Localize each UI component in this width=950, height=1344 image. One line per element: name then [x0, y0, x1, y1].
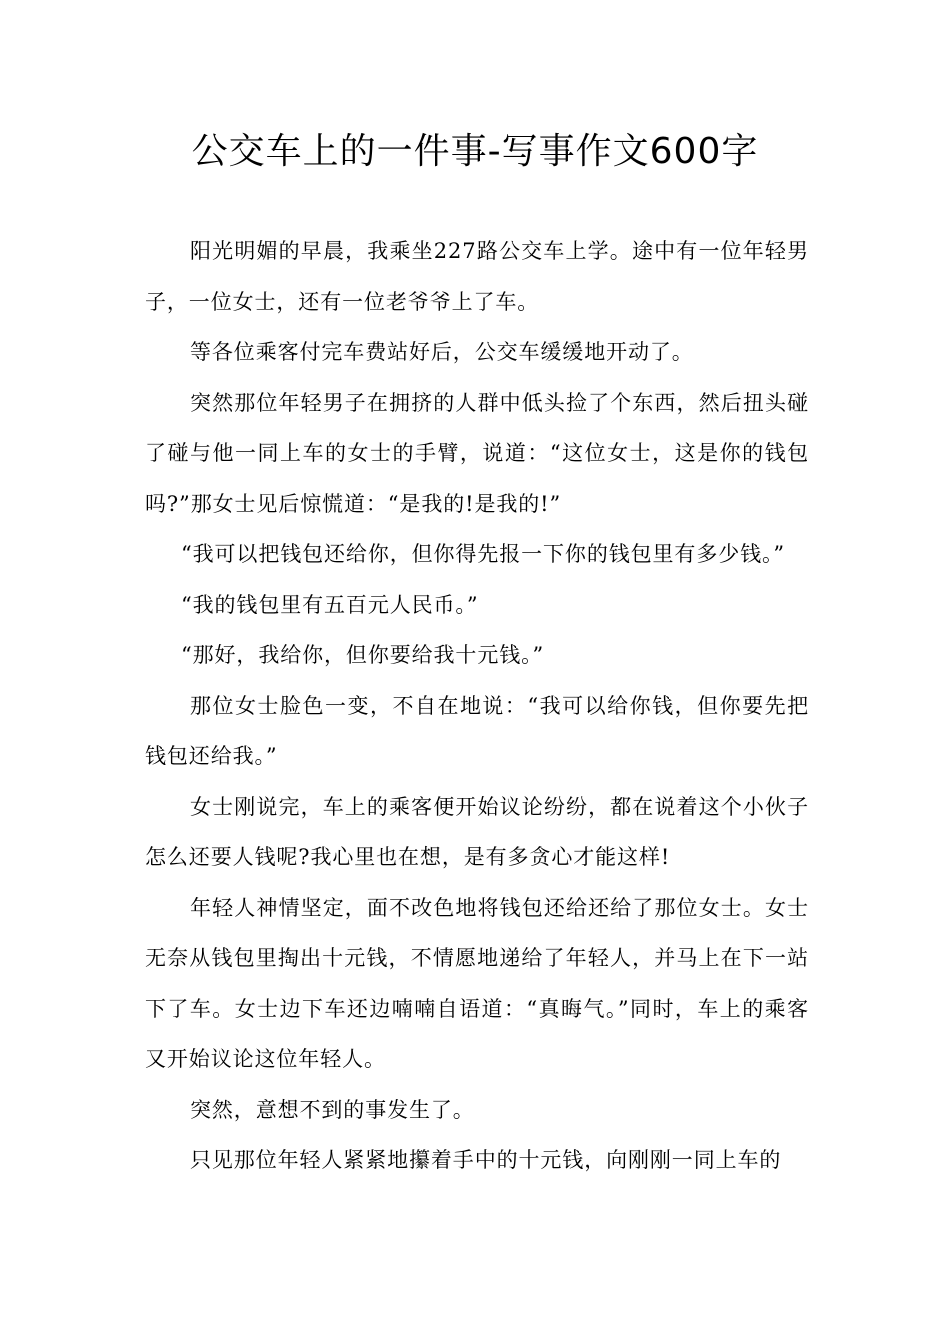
- paragraph: “那好，我给你，但你要给我十元钱。”: [181, 643, 545, 667]
- paragraph: 突然，意想不到的事发生了。: [190, 1097, 475, 1122]
- paragraph: 年轻人神情坚定，面不改色地将钱包还给还给了那位女士。女士无奈从钱包里掏出十元钱，不情愿地递给了年轻人，并马上在下一站下了车。女士边下车还边喃喃自语道：“真晦气。”同时，车上的乘客又开始议论这位年轻人。: [145, 895, 809, 1071]
- paragraph: 突然那位年轻男子在拥挤的人群中低头捡了个东西，然后扭头碰了碰与他一同上车的女士的手臂，说道：“这位女士，这是你的钱包吗?”那女士见后惊慌道：“是我的!是我的!”: [145, 390, 809, 516]
- paragraph: 女士刚说完，车上的乘客便开始议论纷纷，都在说着这个小伙子怎么还要人钱呢?我心里也在想，是有多贪心才能这样!: [145, 794, 809, 869]
- paragraph: 阳光明媚的早晨，我乘坐227路公交车上学。途中有一位年轻男子，一位女士，还有一位老爷爷上了车。: [145, 239, 809, 314]
- paragraph: “我的钱包里有五百元人民币。”: [181, 592, 479, 617]
- paragraph: 等各位乘客付完车费站好后，公交车缓缓地开动了。: [190, 340, 694, 364]
- paragraph: 那位女士脸色一变，不自在地说：“我可以给你钱，但你要先把钱包还给我。”: [145, 693, 809, 768]
- paragraph: “我可以把钱包还给你，但你得先报一下你的钱包里有多少钱。”: [181, 542, 786, 566]
- document-body: [145, 226, 809, 1186]
- document-title: 公交车上的一件事-写事作文600字: [191, 131, 759, 172]
- paragraph: 只见那位年轻人紧紧地攥着手中的十元钱，向刚刚一同上车的: [190, 1148, 782, 1172]
